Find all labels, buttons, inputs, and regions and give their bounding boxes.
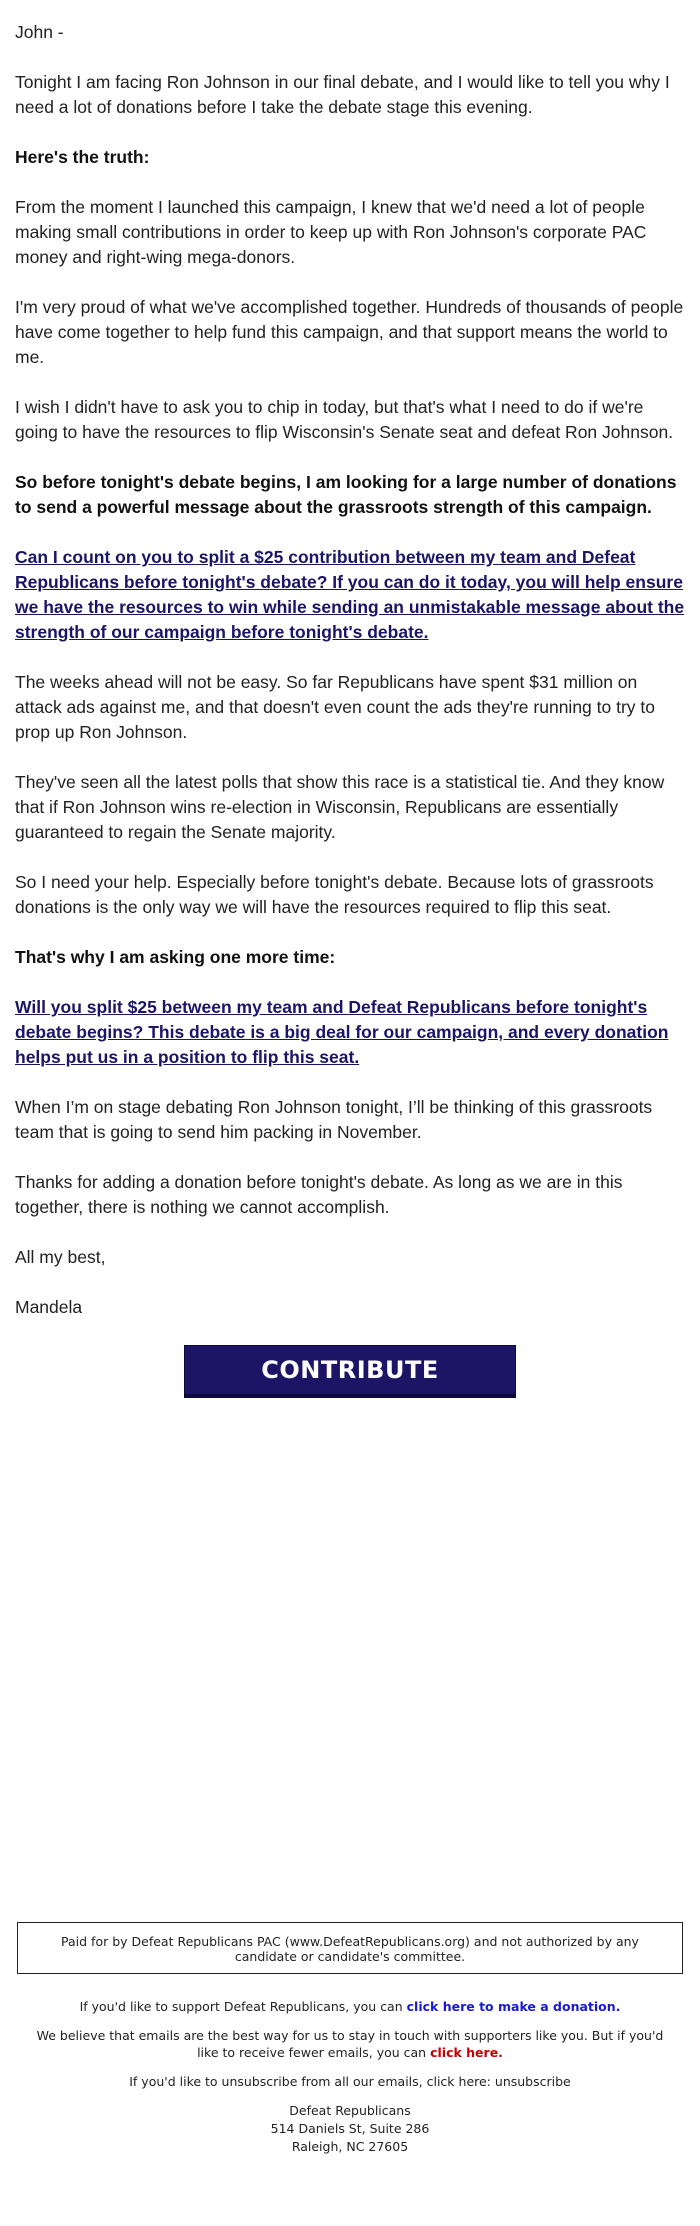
closing: All my best, (15, 1247, 106, 1267)
mailing-address (0, 2102, 700, 2156)
fewer-emails-line (0, 2027, 700, 2061)
intro-paragraph: Tonight I am facing Ron Johnson in our final debate, and I would like to tell you why I need a lot of donations before I take the debate stage this evening. (15, 72, 670, 117)
donation-ask-paragraph-1 (15, 545, 685, 645)
thanks-paragraph: Thanks for adding a donation before tonight's debate. As long as we are in this together, there is nothing we cannot accomplish. (15, 1172, 623, 1217)
polls-paragraph: They've seen all the latest polls that show this race is a statistical tie. And they know that if Ron Johnson wins re-election in Wisconsin, Republicans are essentially guaranteed to regain the Senate majority. (15, 772, 665, 842)
fewer-emails-link[interactable]: click here. (430, 2045, 503, 2060)
stage-paragraph: When I’m on stage debating Ron Johnson tonight, I’ll be thinking of this grassroots team that is going to send him packing in November. (15, 1097, 653, 1142)
wish-paragraph: I wish I didn't have to ask you to chip in today, but that's what I need to do if we're going to have the resources to flip Wisconsin's Senate seat and defeat Ron Johnson. (15, 397, 674, 442)
greeting: John - (15, 22, 64, 42)
make-donation-link[interactable]: click here to make a donation. (406, 1999, 621, 2014)
donation-ask-paragraph-2 (15, 995, 685, 1070)
unsubscribe-text: If you'd like to unsubscribe from all our emails, click here: (129, 2074, 491, 2089)
proud-paragraph: I'm very proud of what we've accomplished together. Hundreds of thousands of people have come together to help fund this campaign, and that support means the world to me. (15, 297, 684, 367)
bold-message-paragraph: So before tonight's debate begins, I am looking for a large number of donations to send a powerful message about the grassroots strength of this campaign. (15, 472, 677, 517)
unsubscribe-link[interactable]: unsubscribe (494, 2074, 571, 2089)
donation-ask-link-2[interactable]: Will you split $25 between my team and Defeat Republicans before tonight's debate begins? This debate is a big deal for our campaign, and every donation helps put us in a position to flip this seat. (15, 997, 669, 1067)
truth-heading: Here's the truth: (15, 147, 150, 167)
weeks-paragraph: The weeks ahead will not be easy. So far Republicans have spent $31 million on attack ads against me, and that doesn't even count the ads they're running to try to prop up Ron Johnson. (15, 672, 655, 742)
support-line (0, 1998, 700, 2015)
support-text: If you'd like to support Defeat Republicans, you can (79, 1999, 403, 2014)
org-name: Defeat Republicans (289, 2103, 411, 2118)
unsubscribe-line (0, 2073, 700, 2090)
email-footer (0, 1922, 700, 2156)
address-line-1: 514 Daniels St, Suite 286 (270, 2121, 430, 2136)
help-paragraph: So I need your help. Especially before tonight's debate. Because lots of grassroots donations is the only way we will have the resources required to flip this seat. (15, 872, 654, 917)
address-line-2: Raleigh, NC 27605 (291, 2139, 409, 2154)
signature: Mandela (15, 1297, 83, 1317)
contribute-button-wrapper (15, 1345, 685, 1395)
launch-paragraph: From the moment I launched this campaign, I knew that we'd need a lot of people making small contributions in order to keep up with Ron Johnson's corporate PAC money and right-wing mega-donors. (15, 197, 647, 267)
donation-ask-link-1[interactable]: Can I count on you to split a $25 contribution between my team and Defeat Republicans before tonight's debate? If you can do it today, you will help ensure we have the resources to win while sending an unmistakable message about the strength of our campaign before tonight's debate. (15, 547, 685, 642)
contribute-button[interactable]: CONTRIBUTE (184, 1345, 516, 1395)
one-more-time-heading: That's why I am asking one more time: (15, 947, 336, 967)
paid-for-disclaimer: Paid for by Defeat Republicans PAC (www.DefeatRepublicans.org) and not authorized by any candidate or candidate's committee. (17, 1922, 683, 1974)
fewer-emails-text: We believe that emails are the best way for us to stay in touch with supporters like you. But if you'd like to receive fewer emails, you can (36, 2028, 664, 2060)
